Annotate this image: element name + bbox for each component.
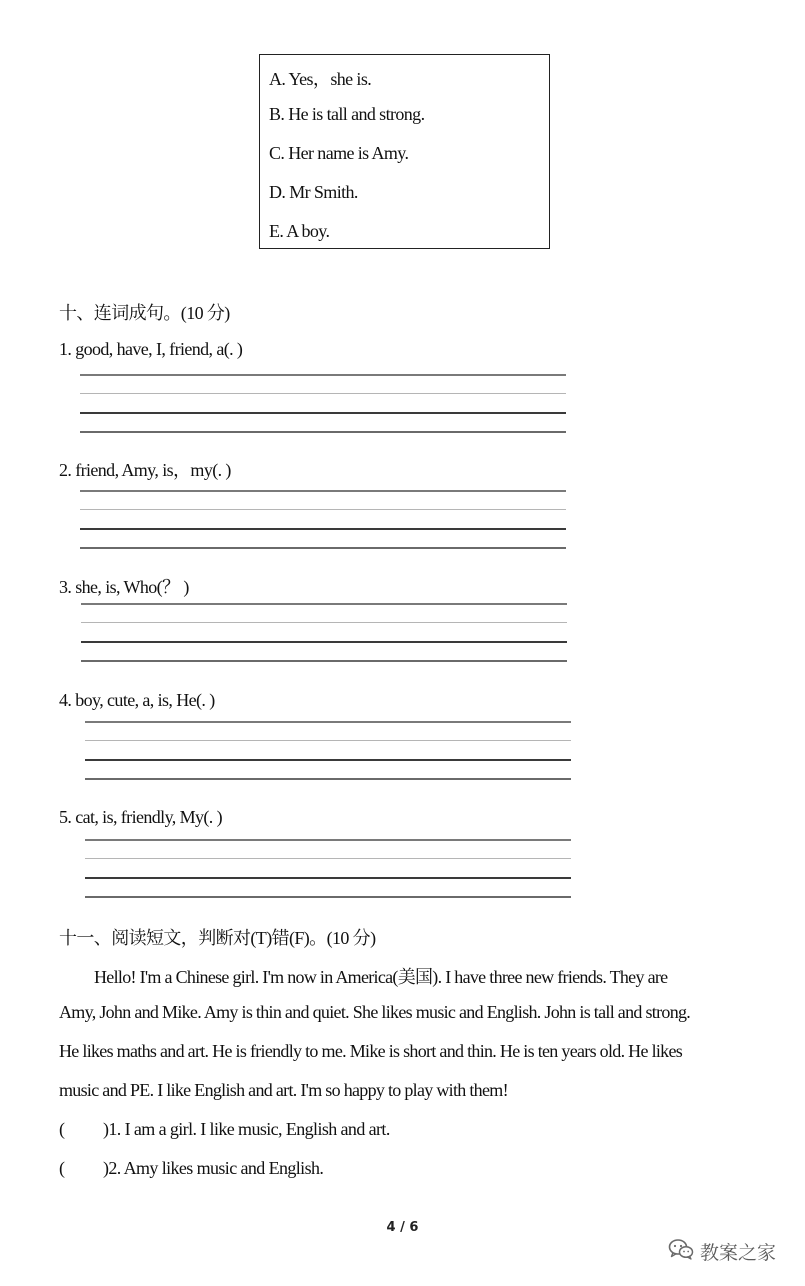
question-5: 5. cat, is, friendly, My(. ) (59, 807, 222, 827)
judgement-1-paren: ( (59, 1119, 65, 1139)
options-box (259, 54, 550, 249)
passage-line-1: Hello! I'm a Chinese girl. I'm now in America(美国). I have three new friends. They are (94, 967, 668, 987)
option-d: D. Mr Smith. (269, 182, 358, 202)
question-1: 1. good, have, I, friend, a(. ) (59, 339, 243, 359)
watermark (668, 1236, 776, 1266)
option-c: C. Her name is Amy. (269, 143, 409, 163)
option-b: B. He is tall and strong. (269, 104, 425, 124)
watermark-text: 教案之家 (700, 1241, 777, 1264)
writing-lines-2 (80, 489, 566, 551)
judgement-2-text: )2. Amy likes music and English. (103, 1158, 324, 1178)
judgement-1-text: )1. I am a girl. I like music, English and art. (103, 1119, 390, 1139)
wechat-icon (668, 1238, 694, 1265)
section-10-title: 十、连词成句。(10 分) (59, 303, 230, 323)
writing-lines-5 (85, 838, 571, 900)
option-e: E. A boy. (269, 221, 330, 241)
section-11-title: 十一、阅读短文，判断对(T)错(F)。(10 分) (59, 928, 376, 948)
page-number: 4 / 6 (386, 1220, 419, 1235)
writing-lines-4 (85, 720, 571, 782)
question-2: 2. friend, Amy, is，my(. ) (59, 460, 231, 480)
passage-line-4: music and PE. I like English and art. I'm so happy to play with them! (59, 1080, 508, 1100)
passage-line-2: Amy, John and Mike. Amy is thin and quiet. She likes music and English. John is tall and strong. (59, 1002, 691, 1022)
option-a: A. Yes，she is. (269, 69, 372, 89)
writing-lines-3 (81, 602, 567, 664)
question-3: 3. she, is, Who(？ ) (59, 577, 189, 597)
judgement-2-paren: ( (59, 1158, 65, 1178)
writing-lines-1 (80, 373, 566, 435)
question-4: 4. boy, cute, a, is, He(. ) (59, 690, 215, 710)
passage-line-3: He likes maths and art. He is friendly to me. Mike is short and thin. He is ten years old. He likes (59, 1041, 683, 1061)
